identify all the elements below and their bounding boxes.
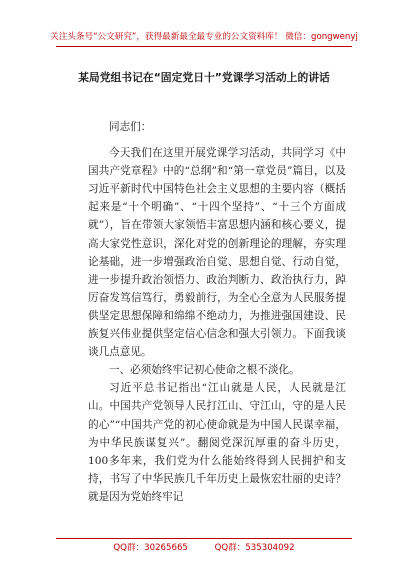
- section-heading-1: 一、必须始终牢记初心使命之根不淡化。: [109, 364, 300, 377]
- footer-qq-group-1: QQ群：30265665: [113, 543, 188, 553]
- paragraph-2: 习近平总书记指出“江山就是人民，人民就是江山。中国共产党领导人民打江山、守江山，守的是人民的心”“中国共产党的初心使命就是为中国人民谋幸福，为中华民族谋复兴”。翻阅党深沉厚重的奋斗历史，100多年来，我们党为什么能始终得到人民拥护和支持，书写了中华民族几千年历史上最恢宏壮丽的史诗？就是因为党始终牢记: [88, 382, 346, 503]
- document-title: 某局党组书记在“固定党日十”党课学习活动上的讲话: [78, 71, 330, 84]
- paragraph-1: 今天我们在这里开展党课学习活动，共同学习《中国共产党章程》中的“总纲”和“第一章党员”篇目，以及习近平新时代中国特色社会主义思想的主要内容（概括起来是“十个明确”、“十四个坚持”、“十三个方面成就”），旨在带领大家领悟丰富思想内涵和核心要义，提高大家党性意识，深化对党的创新理论的理解，夯实理论基础，进一步增强政治自觉、思想自觉、行动自觉，进一步提升政治领悟力、政治判断力、政治执行力，踔厉奋发笃信笃行，勇毅前行，为全心全意为人民服务提供坚定思想保障和绵绵不绝动力，为推进强国建设、民族复兴伟业提供坚定信心信念和强大引领力。下面我谈谈几点意见。: [88, 147, 346, 359]
- header-banner: 关注头条号“公文研究”，获得最新最全最专业的公文资料库！ 微信：gongwenyj: [50, 32, 358, 42]
- salutation: 同志们：: [109, 121, 152, 133]
- footer-qq-group-2: QQ群：535304092: [214, 543, 295, 553]
- document-body: [88, 118, 346, 506]
- header-divider: [56, 46, 352, 47]
- footer: [56, 538, 352, 553]
